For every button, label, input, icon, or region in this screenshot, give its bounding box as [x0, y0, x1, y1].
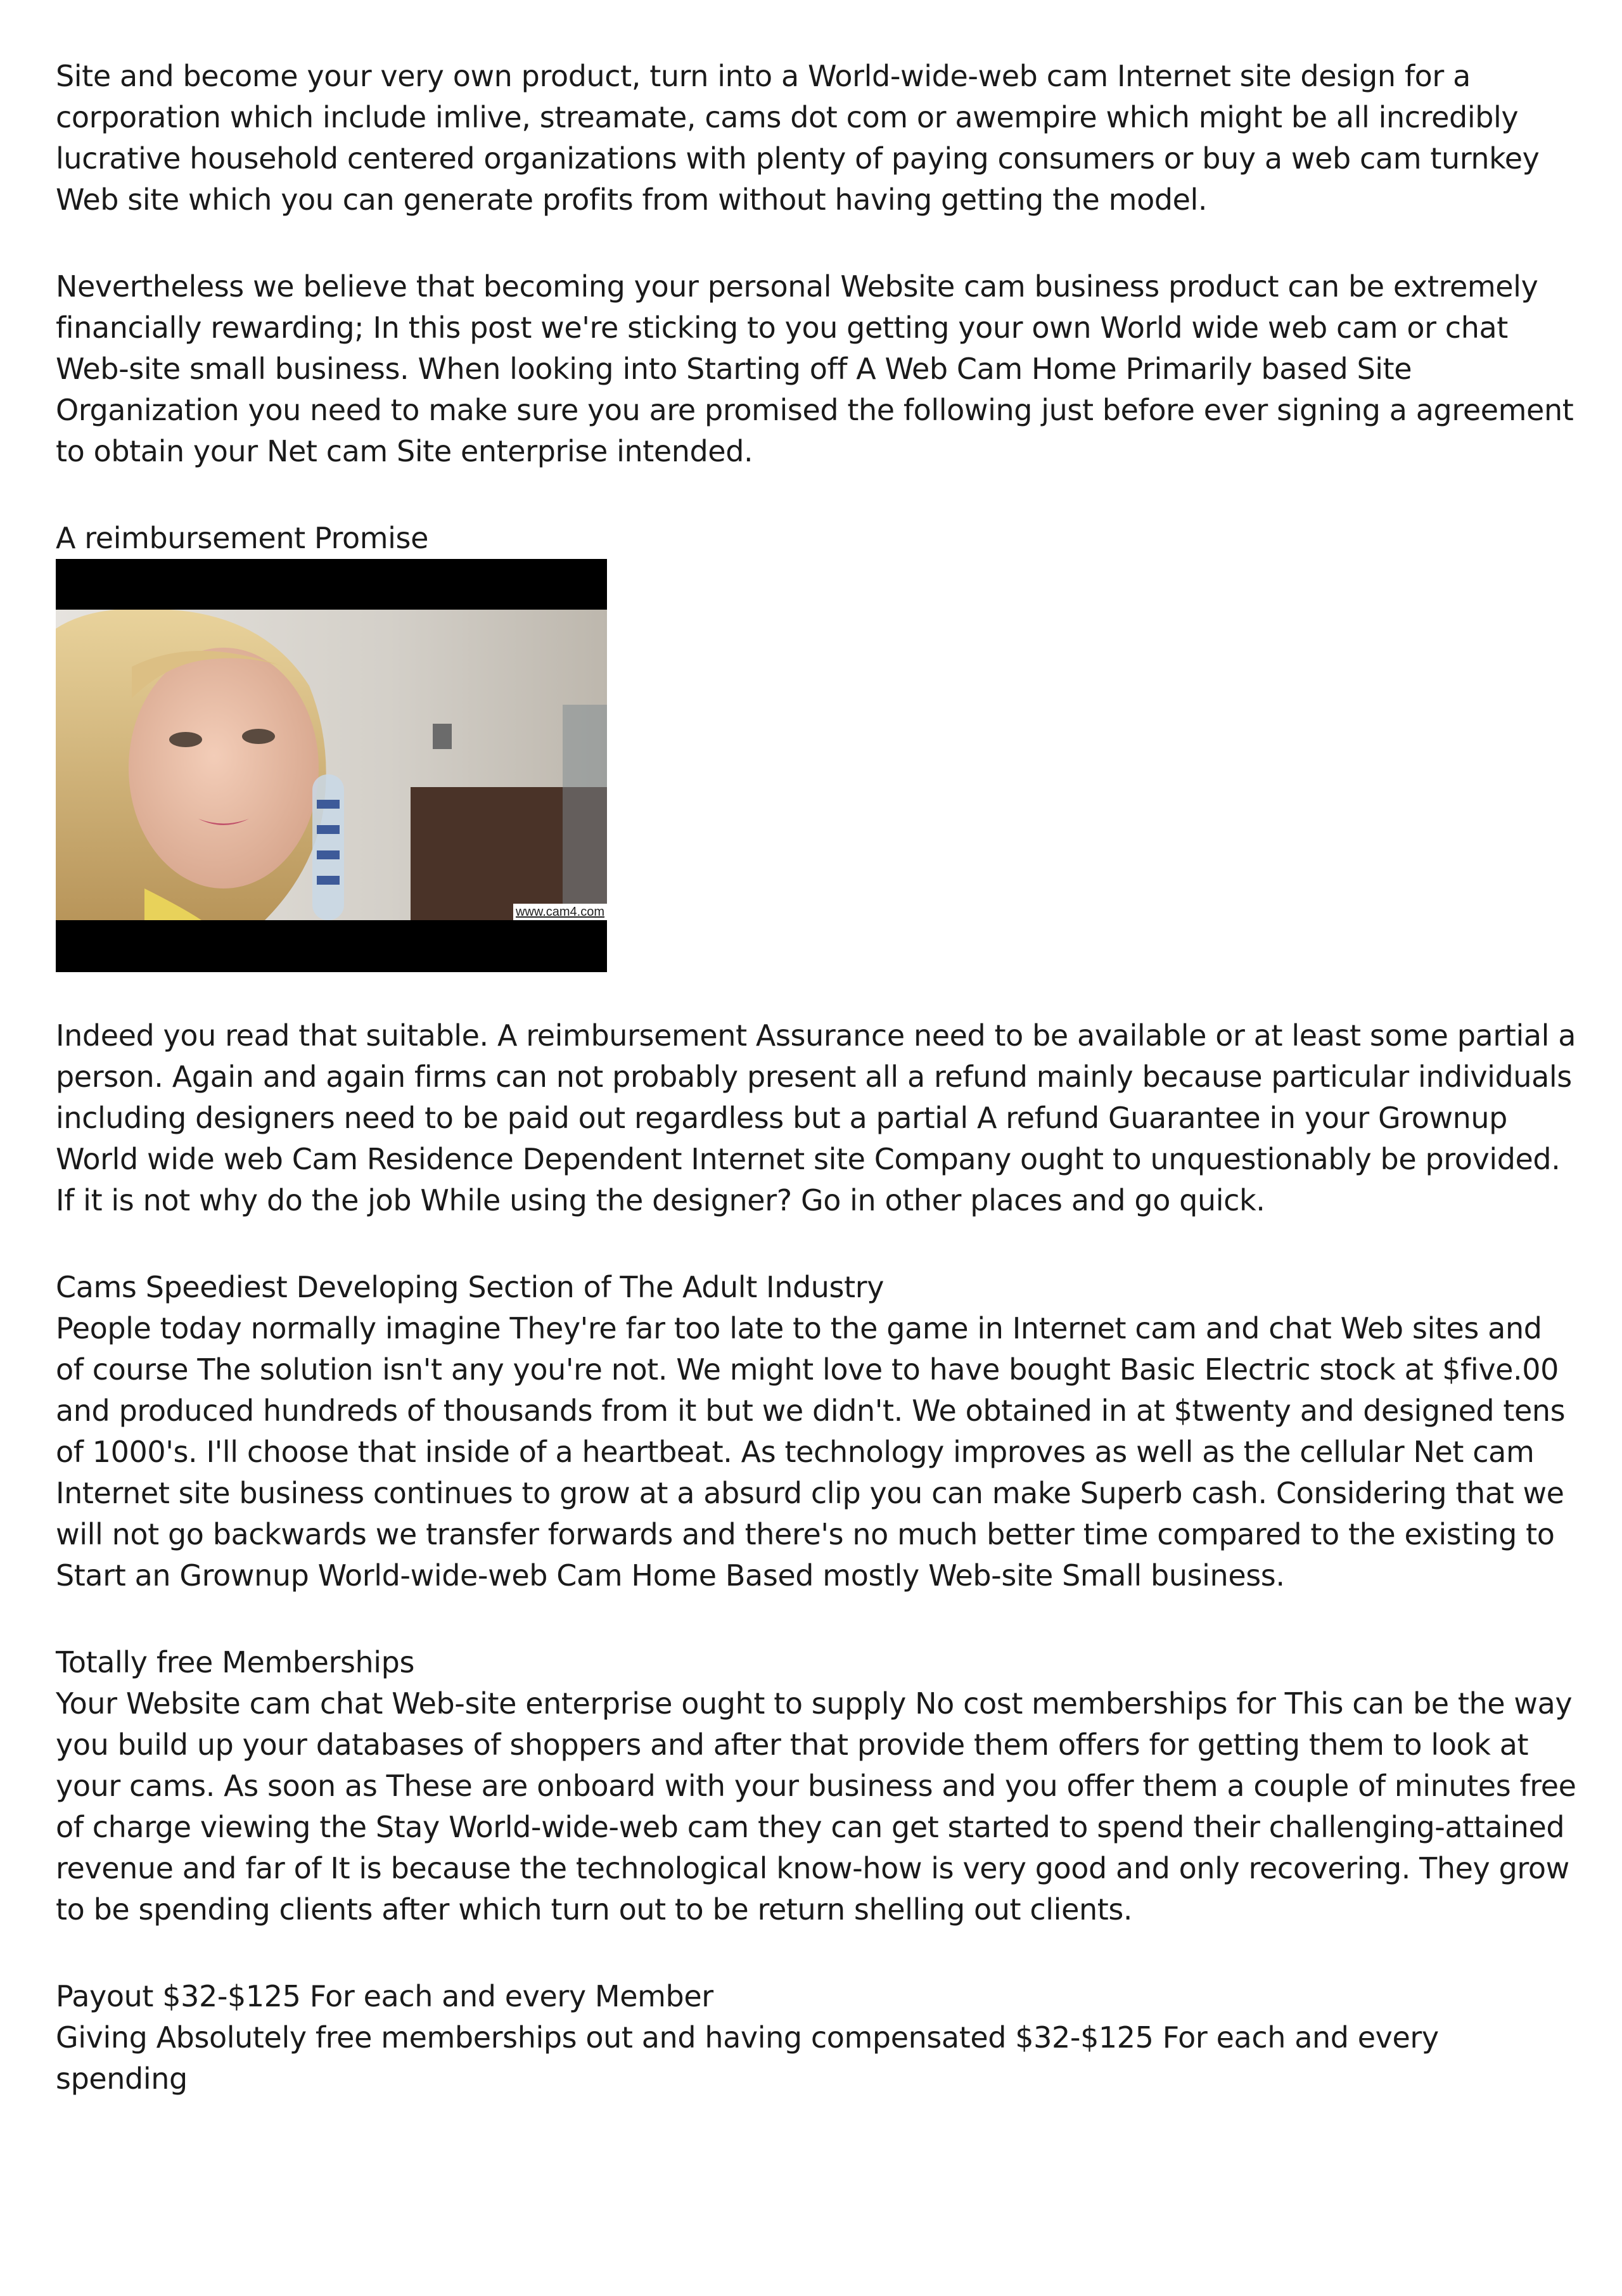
article-body [56, 56, 1576, 2100]
paragraph-giving: Giving Absolutely free memberships out and having compensated $32-$125 For each and every spending [56, 2020, 1439, 2096]
photo-illustration [56, 610, 607, 920]
heading-reimbursement-promise: A reimbursement Promise [56, 521, 428, 555]
paragraph-indeed: Indeed you read that suitable. A reimbursement Assurance need to be available or at least some partial a person. Again and again firms can not probably present all a refund mainly because particular individuals including designers need to be paid out regardless but a partial A refund Guarantee in your Grownup World wide web Cam Residence Dependent Internet site Company ought to unquestionably be provided. If it is not why do the job While using the designer? Go in other places and go quick. [56, 1018, 1576, 1217]
paragraph-intro: Site and become your very own product, turn into a World-wide-web cam Internet site design for a corporation which include imlive, streamate, cams dot com or awempire which might be all incredibly lucrative household centered organizations with plenty of paying consumers or buy a web cam turnkey Web site which you can generate profits from without having getting the model. [56, 59, 1540, 217]
heading-free-memberships: Totally free Memberships [56, 1645, 415, 1679]
paragraph-nevertheless: Nevertheless we believe that becoming your personal Website cam business product can be extremely financially rewarding; In this post we're sticking to you getting your own World wide web cam or chat Web-site small business. When looking into Starting off A Web Cam Home Primarily based Site Organization you need to make sure you are promised the following just before ever signing a agreement to obtain your Net cam Site enterprise intended. [56, 269, 1574, 468]
heading-payout: Payout $32-$125 For each and every Member [56, 1979, 713, 2013]
heading-cams-speediest: Cams Speediest Developing Section of The Adult Industry [56, 1270, 884, 1304]
webcam-photo [56, 559, 607, 972]
paragraph-people-today: People today normally imagine They're far too late to the game in Internet cam and chat Web sites and of course The solution isn't any you're not. We might love to have bought Basic Electric stock at $five.00 and produced hundreds of thousands from it but we didn't. We obtained in at $twenty and designed tens of 1000's. I'll choose that inside of a heartbeat. As technology improves as well as the cellular Net cam Internet site business continues to grow at a absurd clip you can make Superb cash. Considering that we will not go backwards we transfer forwards and there's no much better time compared to the existing to Start an Grownup World-wide-web Cam Home Based mostly Web-site Small business. [56, 1311, 1566, 1593]
paragraph-your-website: Your Website cam chat Web-site enterprise ought to supply No cost memberships for This can be the way you build up your databases of shoppers and after that provide them offers for getting them to look at your cams. As soon as These are onboard with your business and you offer them a couple of minutes free of charge viewing the Stay World-wide-web cam they can get started to spend their challenging-attained revenue and far of It is because the technological know-how is very good and only recovering. They grow to be spending clients after which turn out to be return shelling out clients. [56, 1686, 1576, 1927]
image-watermark: www.cam4.com [513, 904, 607, 920]
webcam-photo-content [56, 610, 607, 920]
